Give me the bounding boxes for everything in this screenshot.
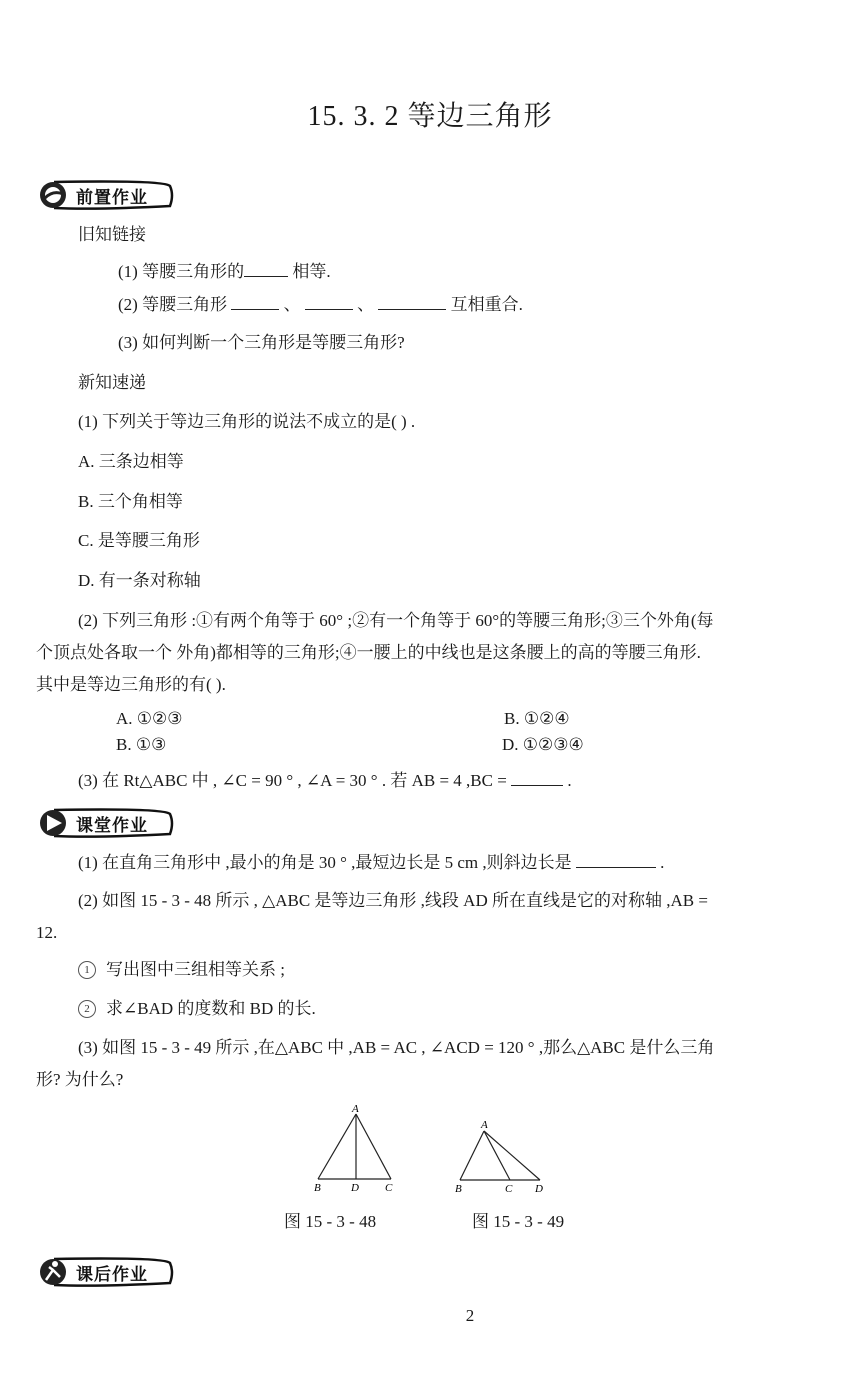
sub1-text: 写出图中三组相等关系 ; — [106, 960, 285, 979]
new-q2-line2: 个顶点处各取一个 外角)都相等的三角形;④一腰上的中线也是这条腰上的高的等腰三角形. — [36, 643, 701, 662]
section-badge-post — [36, 1255, 176, 1289]
vertex-label-c: C — [505, 1183, 513, 1195]
new-q1: (1) 下列关于等边三角形的说法不成立的是( ) . — [78, 412, 416, 431]
vertex-label-d: D — [351, 1182, 359, 1194]
separator: 、 — [283, 295, 301, 314]
figure-caption-49: 图 15 - 3 - 49 — [472, 1212, 565, 1231]
q2-option-a: A. ①②③ — [116, 709, 183, 728]
side-ac — [484, 1131, 510, 1180]
answer-blank[interactable] — [244, 259, 288, 277]
new-q2-line1: (2) 下列三角形 :①有两个角等于 60° ;②有一个角等于 60°的等腰三角形;③三个外角(每 — [78, 611, 714, 630]
section-badge-class — [36, 806, 176, 840]
answer-blank[interactable] — [305, 292, 353, 310]
figure-caption-48: 图 15 - 3 - 48 — [284, 1212, 377, 1231]
side-ab — [460, 1131, 484, 1180]
class-q3-line1: (3) 如图 15 - 3 - 49 所示 ,在△ABC 中 ,AB = AC , ∠ACD = 120 ° ,那么△ABC 是什么三角 — [78, 1038, 715, 1057]
q2-option-b: B. ①②④ — [504, 709, 570, 728]
vertex-label-a: A — [352, 1103, 359, 1115]
answer-blank[interactable] — [511, 768, 563, 786]
vertex-label-d: D — [535, 1183, 543, 1195]
class-q1 — [78, 850, 664, 875]
figure-equilateral-triangle — [300, 1100, 410, 1196]
new-heading: 新知速递 — [78, 373, 146, 392]
page-number: 2 — [465, 1306, 475, 1325]
answer-blank[interactable] — [378, 292, 446, 310]
new-q3-text: (3) 在 Rt△ABC 中 , ∠C = 90 ° , ∠A = 30 ° . 若 AB = 4 ,BC = — [78, 771, 507, 790]
separator: 、 — [357, 295, 375, 314]
class-q3-line2: 形? 为什么? — [36, 1070, 124, 1089]
q2-option-c: B. ①③ — [116, 735, 167, 754]
side-ab — [318, 1114, 356, 1179]
vertex-label-b: B — [455, 1183, 462, 1195]
review-q1-end: 相等. — [292, 262, 331, 281]
review-q2-end: 互相重合. — [450, 295, 523, 314]
section-badge-pre — [36, 178, 176, 212]
new-q3 — [78, 768, 572, 793]
option-b: B. 三个角相等 — [78, 492, 183, 511]
section-title-post: 课后作业 — [76, 1265, 148, 1285]
new-q3-end: . — [567, 771, 572, 790]
figure-isosceles-triangle — [448, 1114, 558, 1198]
option-a: A. 三条边相等 — [78, 452, 184, 471]
vertex-label-c: C — [385, 1182, 393, 1194]
review-q3: (3) 如何判断一个三角形是等腰三角形? — [118, 333, 405, 352]
section-title-pre: 前置作业 — [76, 188, 148, 208]
circled-number: 2 — [78, 1000, 96, 1018]
review-q1 — [118, 259, 331, 284]
page-title: 15. 3. 2 等边三角形 — [307, 101, 553, 132]
vertex-label-b: B — [314, 1182, 321, 1194]
class-q2-line1: (2) 如图 15 - 3 - 48 所示 , △ABC 是等边三角形 ,线段 AD 所在直线是它的对称轴 ,AB = — [78, 891, 708, 910]
answer-blank[interactable] — [576, 850, 656, 868]
q2-option-d: D. ①②③④ — [502, 735, 584, 754]
vertex-label-a: A — [481, 1119, 488, 1131]
class-q2-line2: 12. — [36, 923, 58, 942]
side-ac — [356, 1114, 391, 1179]
class-q2-sub2 — [78, 997, 316, 1021]
segment-ad — [484, 1131, 540, 1180]
answer-blank[interactable] — [231, 292, 279, 310]
option-c: C. 是等腰三角形 — [78, 531, 200, 550]
review-q2 — [118, 292, 523, 317]
circled-number: 1 — [78, 961, 96, 979]
section-title-class: 课堂作业 — [76, 816, 148, 836]
option-d: D. 有一条对称轴 — [78, 571, 201, 590]
review-heading: 旧知链接 — [78, 225, 146, 244]
review-q1-text: (1) 等腰三角形的 — [118, 262, 245, 281]
class-q1-text: (1) 在直角三角形中 ,最小的角是 30 ° ,最短边长是 5 cm ,则斜边长是 — [78, 853, 572, 872]
class-q1-end: . — [660, 853, 665, 872]
new-q2-line3: 其中是等边三角形的有( ). — [36, 675, 226, 694]
review-q2-text: (2) 等腰三角形 — [118, 295, 228, 314]
sub2-text: 求∠BAD 的度数和 BD 的长. — [106, 999, 316, 1018]
class-q2-sub1 — [78, 958, 285, 982]
